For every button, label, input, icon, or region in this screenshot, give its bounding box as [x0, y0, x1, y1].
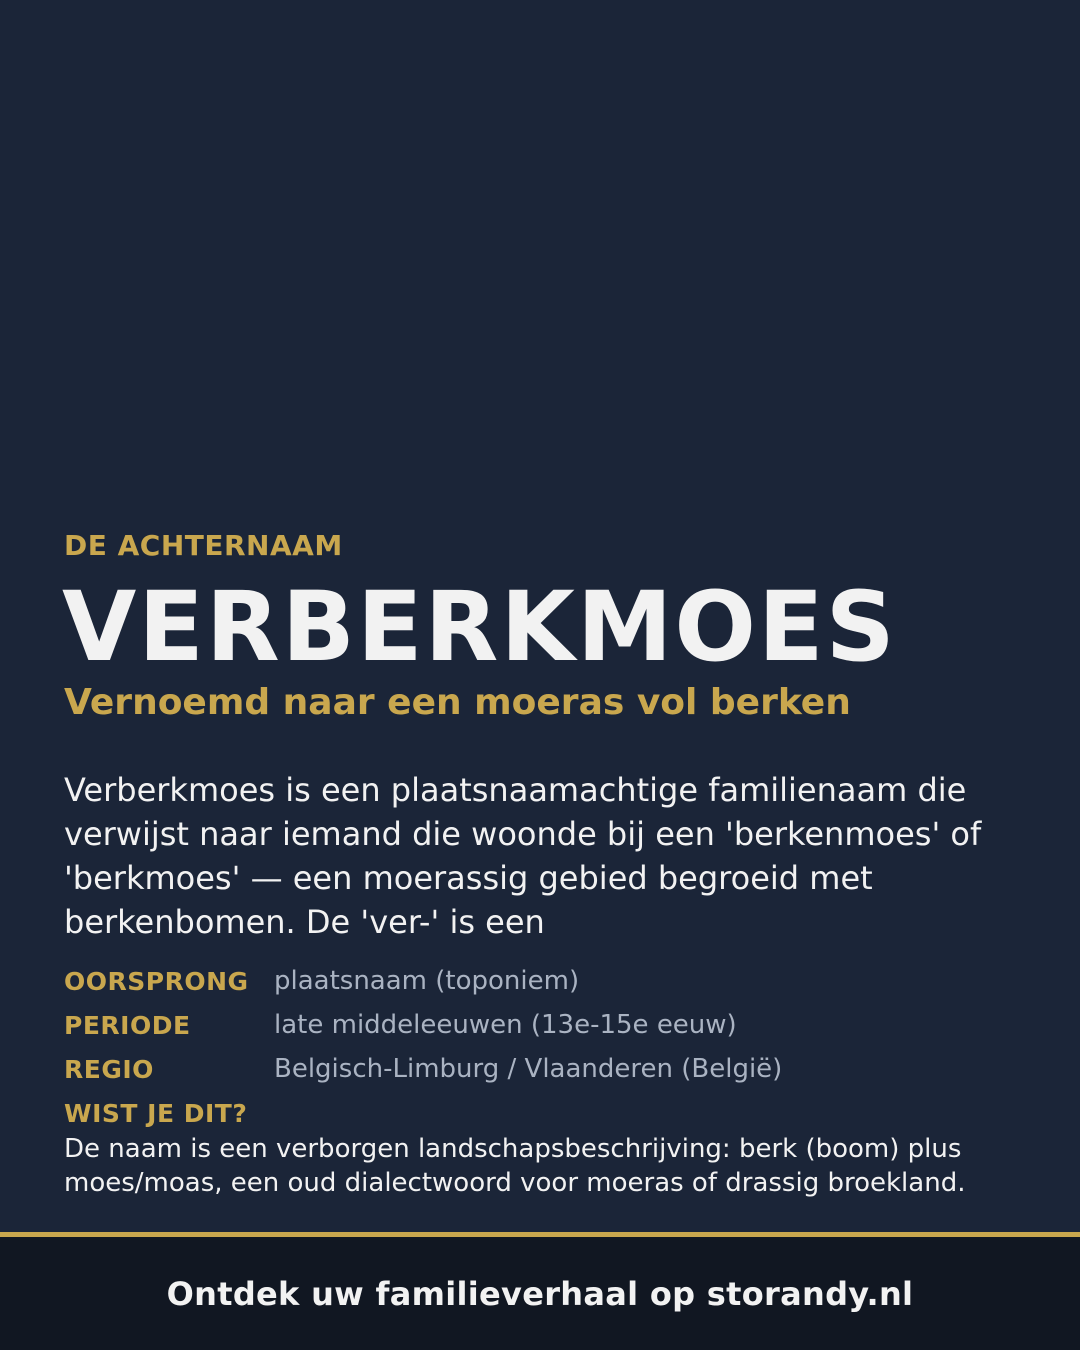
fact-value: late middeleeuwen (13e-15e eeuw): [274, 1010, 737, 1040]
intro-paragraph: Verberkmoes is een plaatsnaamachtige familienaam die verwijst naar iemand die woonde bij een 'berkenmoes' of 'berkmoes' — een moerassig gebied begroeid met berkenbomen. De 'ver-' is een: [64, 771, 982, 941]
footer-cta-link[interactable]: Ontdek uw familieverhaal op storandy.nl: [166, 1274, 914, 1313]
surname-title: VERBERKMOES: [62, 571, 897, 683]
fact-label: OORSPRONG: [64, 966, 249, 996]
fact-row-region: [64, 1049, 1024, 1089]
did-you-know-label: WIST JE DIT?: [64, 1099, 248, 1128]
fact-value: Belgisch-Limburg / Vlaanderen (België): [274, 1054, 783, 1084]
tagline: Vernoemd naar een moeras vol berken: [64, 682, 851, 723]
footer-bar: [0, 1237, 1080, 1350]
fact-row-period: [64, 1005, 1024, 1045]
fact-value: plaatsnaam (toponiem): [274, 966, 580, 996]
fact-label: REGIO: [64, 1054, 154, 1084]
did-you-know-text: De naam is een verborgen landschapsbeschrijving: berk (boom) plus moes/moas, een oud dialectwoord voor moeras of drassig broekland.: [64, 1134, 966, 1198]
fact-row-origin: [64, 961, 1024, 1001]
eyebrow-label: DE ACHTERNAAM: [64, 529, 343, 562]
fact-label: PERIODE: [64, 1010, 191, 1040]
